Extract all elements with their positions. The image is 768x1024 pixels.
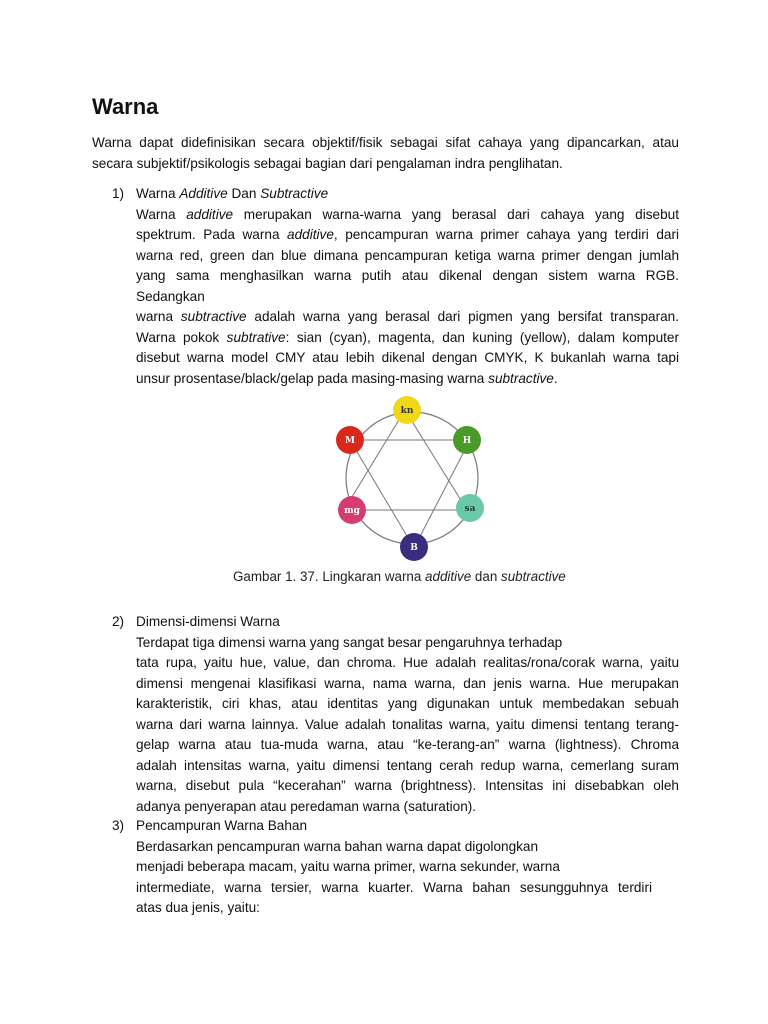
body-line: Terdapat tiga dimensi warna yang sangat besar pengaruhnya terhadap [136,634,563,650]
section-body [136,633,679,818]
wheel-node-label: kn [400,406,414,416]
body-line: adanya penyerapan atau peredaman warna (saturation). [136,798,477,814]
body-line: warna dari warna lainnya. Value adalah tonalitas warna, yaitu dimensi tentang terang- [136,716,679,732]
body-line: intermediate, warna tersier, warna kuarter. Warna bahan sesungguhnya terdiri [136,879,652,895]
body-line: menjadi beberapa macam, yaitu warna primer, warna sekunder, warna [136,859,560,874]
body-line: tata rupa, yaitu hue, value, dan chroma. Hue adalah realitas/rona/corak warna, yaitu [136,655,679,670]
triangle-up [344,410,467,510]
wheel-node-label: H [462,436,472,446]
section-number: 3) [112,818,125,833]
body-line: gelap warna atau tua-muda warna, atau “ke-terang-an” warna (lightness). Chroma [136,737,679,752]
body-line: Berdasarkan pencampuran warna bahan warna dapat digolongkan [136,838,539,854]
body-line: warna subtractive adalah warna yang berasal dari pigmen yang bersifat transparan. [136,309,679,324]
wheel-node-label: sa [464,504,476,514]
body-line: Warna pokok subtrative: sian (cyan), magenta, dan kuning (yellow), dalam komputer [136,329,679,345]
body-line: yang sama menghasilkan warna putih atau dikenal dengan sistem warna RGB. Sedangkan [136,268,679,304]
wheel-node-label: mg [344,506,360,516]
section-number: 2) [112,614,125,629]
body-line: unsur prosentase/black/gelap pada masing-masing warna subtractive. [136,370,558,386]
wheel-node-label: B [410,543,418,553]
section-3 [112,816,682,926]
body-line: dimensi mengenai klasifikasi warna, nama warna, dan jenis warna. Hue merupakan [136,675,679,691]
color-wheel-figure [332,392,492,564]
figure-caption: Gambar 1. 37. Lingkaran warna additive dan subtractive [233,569,566,584]
wheel-node-label: M [345,436,355,446]
body-line: warna, disebut pula “kecerahan” warna (brightness). Intensitas ini disebabkan oleh [136,778,679,793]
body-line: adalah intensitas warna, yaitu dimensi tentang cerah redup warna, cemerlang suram [136,757,679,773]
body-line: karakteristik, ciri khas, atau identitas yang digunakan untuk membedakan sebuah [136,696,679,711]
page-title: Warna [92,94,159,119]
body-line: Warna additive merupakan warna-warna yang berasal dari cahaya yang disebut [136,206,679,222]
body-line: atas dua jenis, yaitu: [136,900,260,915]
section-2 [112,612,682,817]
intro-line: Warna dapat didefinisikan secara objektif/fisik sebagai sifat cahaya yang dipancarkan, atau [92,135,679,150]
section-body [136,837,652,919]
section-number: 1) [112,186,125,201]
intro-line: secara subjektif/psikologis sebagai bagian dari pengalaman indra penglihatan. [92,155,563,171]
section-heading: Pencampuran Warna Bahan [136,818,308,833]
triangle-down [350,440,470,548]
body-line: disebut warna model CMY atau lebih dikenal dengan CMYK, K bukanlah warna tapi [136,350,679,365]
section-heading: Warna Additive Dan Subtractive [136,186,329,201]
intro-paragraph [92,133,679,174]
section-body [136,205,679,390]
body-line: warna red, green dan blue dimana pencampuran ketiga warna primer dengan jumlah [136,247,679,263]
section-heading: Dimensi-dimensi Warna [136,614,280,629]
section-1 [112,184,682,386]
body-line: spektrum. Pada warna additive, pencampuran warna primer cahaya yang terdiri dari [136,227,679,242]
